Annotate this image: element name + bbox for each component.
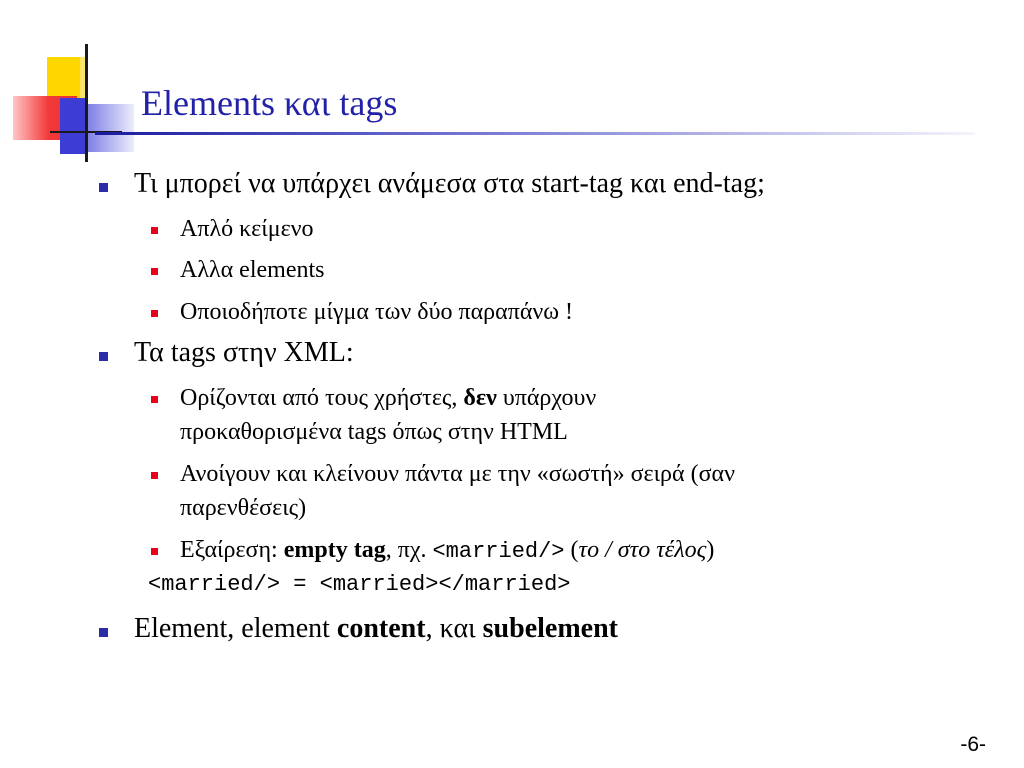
bullet-1-sub-3: Οποιοδήποτε μίγμα των δύο παραπάνω ! <box>180 299 574 325</box>
bullet-marker <box>99 183 108 192</box>
text-run: Ορίζονται από τους χρήστες, <box>180 385 464 411</box>
italic-run: το / στο τέλος <box>578 537 707 563</box>
text-run: , πχ. <box>385 537 433 563</box>
bold-run: δεν <box>463 385 497 411</box>
text-run: υπάρχουν <box>496 385 597 411</box>
sub-bullet-marker <box>151 472 158 479</box>
title-underline <box>95 132 975 135</box>
text-run: ) <box>706 537 715 563</box>
slide-title: Elements και tags <box>141 83 398 123</box>
bullet-2-sub-1-line-2: προκαθορισμένα tags όπως στην HTML <box>180 419 568 445</box>
logo-blue-fade <box>88 104 134 152</box>
text-run: , και <box>425 613 483 644</box>
slide-logo-decoration <box>0 0 140 170</box>
text-run: ( <box>564 537 579 563</box>
logo-vertical-line <box>85 44 88 162</box>
text-run: Element, element <box>134 613 337 644</box>
bullet-marker <box>99 628 108 637</box>
sub-bullet-marker <box>151 310 158 317</box>
sub-bullet-marker <box>151 548 158 555</box>
sub-bullet-marker <box>151 268 158 275</box>
bullet-marker <box>99 352 108 361</box>
bullet-1-text: Τι μπορεί να υπάρχει ανάμεσα στα start-tag και end-tag; <box>134 168 765 199</box>
bullet-2-sub-2-line-1: Ανοίγουν και κλείνουν πάντα με την «σωστή» σειρά (σαν <box>180 461 735 487</box>
sub-bullet-marker <box>151 227 158 234</box>
bullet-2-sub-3 <box>180 533 714 569</box>
bold-run: empty tag <box>283 537 386 563</box>
bullet-2-sub-2-line-2: παρενθέσεις) <box>180 495 307 521</box>
sub-bullet-marker <box>151 396 158 403</box>
bullet-3-text <box>134 613 618 645</box>
code-example-line: <married/> = <married></married> <box>148 572 571 597</box>
logo-blue-square <box>60 98 88 154</box>
text-run: Εξαίρεση: <box>180 537 284 563</box>
bullet-1-sub-1: Απλό κείμενο <box>180 216 314 242</box>
bullet-1-sub-2: Αλλα elements <box>180 257 325 283</box>
code-run: <married/> <box>432 539 565 564</box>
bold-run: subelement <box>482 613 618 644</box>
bold-run: content <box>336 613 426 644</box>
bullet-2-text: Τα tags στην XML: <box>134 337 354 368</box>
page-number: -6- <box>960 733 986 756</box>
bullet-2-sub-1-line-1 <box>180 381 596 415</box>
